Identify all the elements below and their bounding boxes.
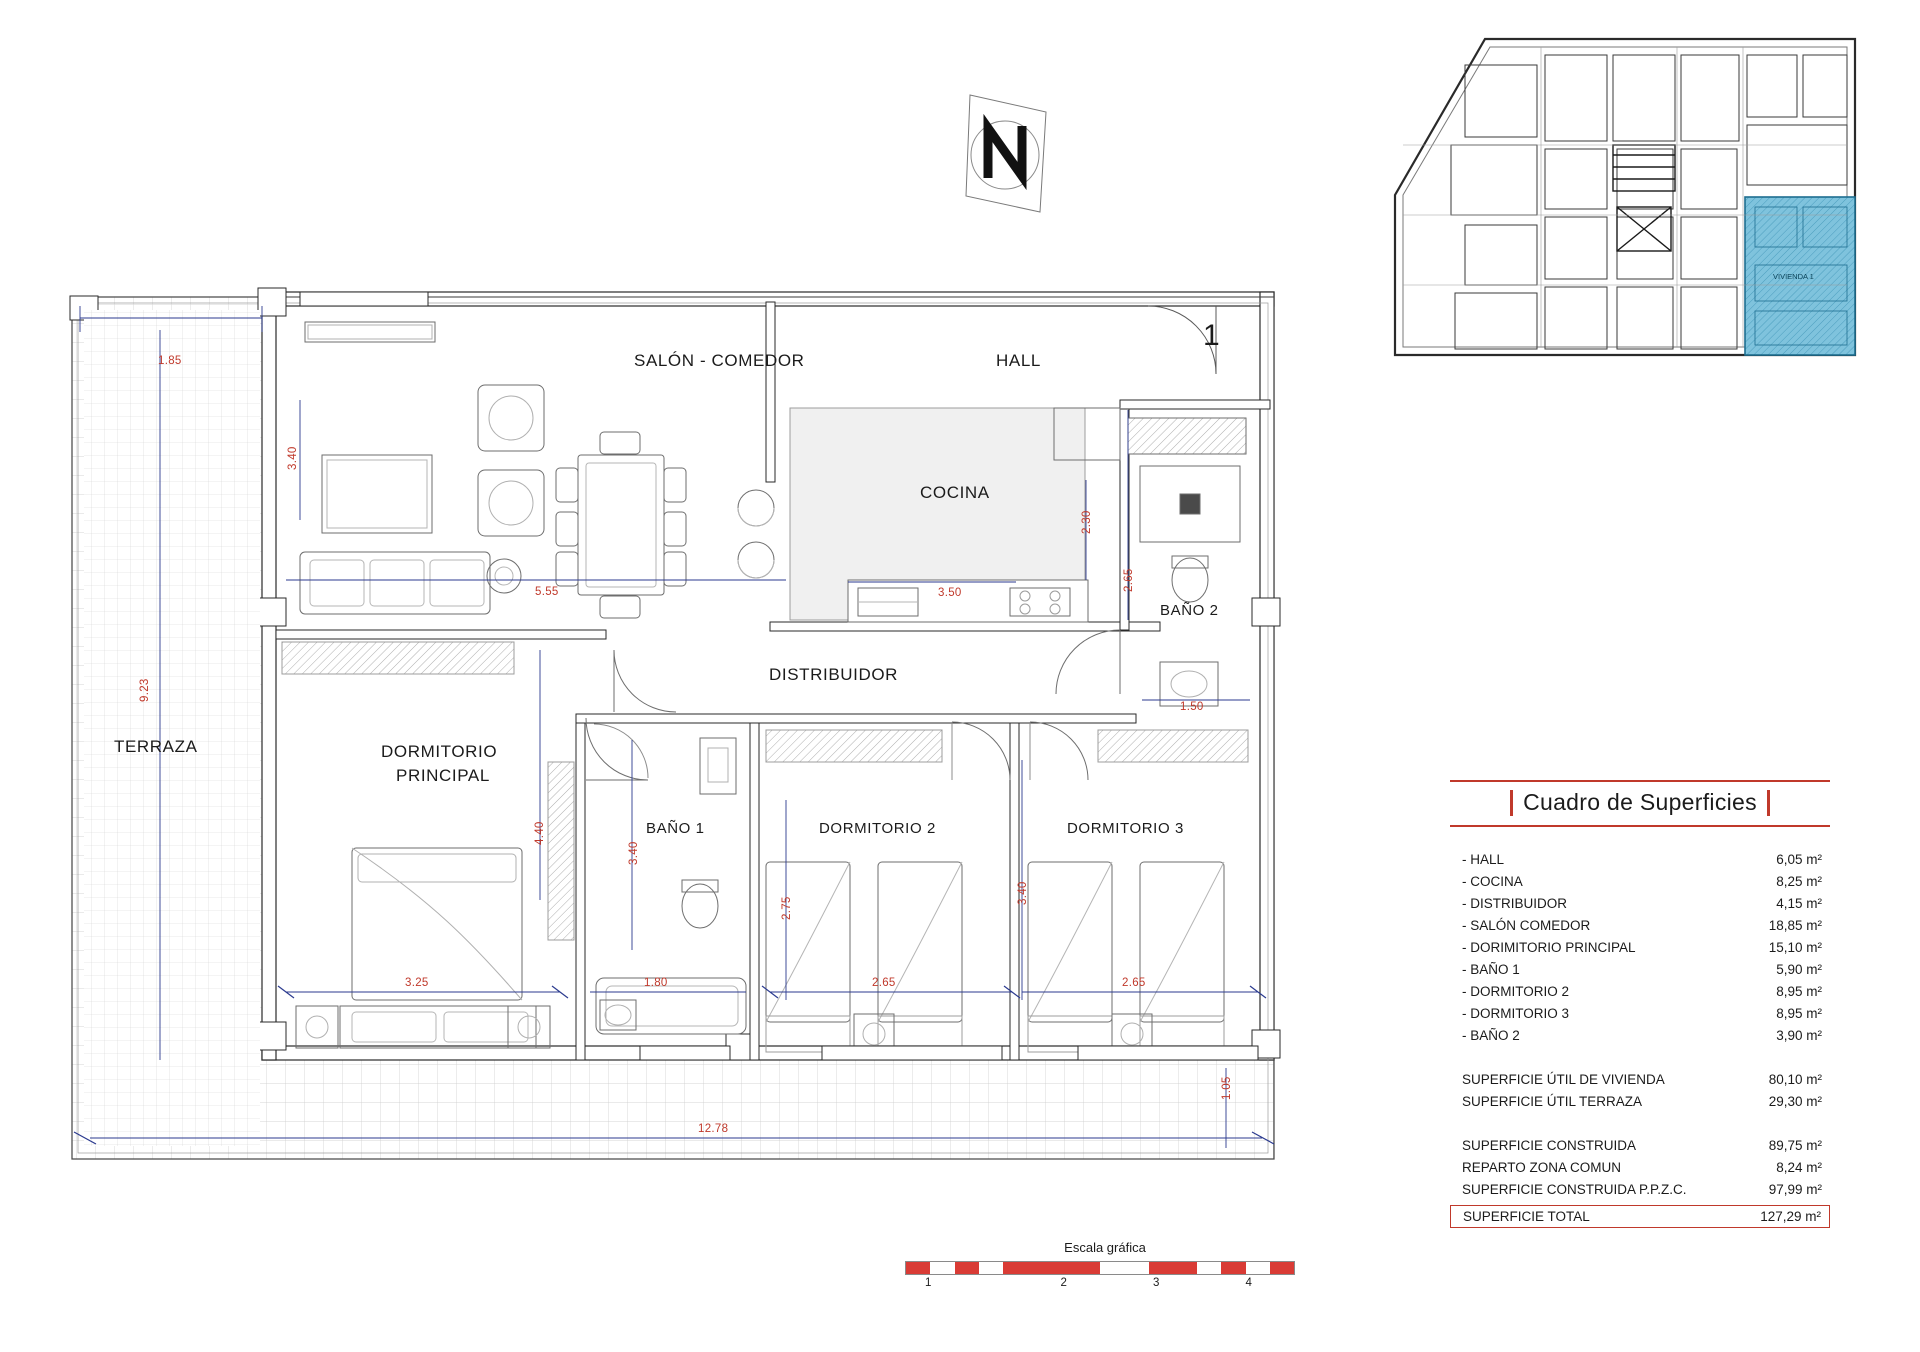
row-label: - DORIMITORIO PRINCIPAL <box>1462 940 1636 955</box>
row-value: 80,10 m² <box>1768 1072 1822 1087</box>
surface-built-rows <box>1450 1135 1830 1201</box>
dimension-1-85: 1.85 <box>158 355 182 367</box>
surface-table-header <box>1450 780 1830 827</box>
row-label: - HALL <box>1462 852 1505 867</box>
room-label-bano1: BAÑO 1 <box>646 820 705 837</box>
row-value: 89,75 m² <box>1768 1138 1822 1153</box>
room-label-dormitorio2: DORMITORIO 2 <box>819 820 936 837</box>
row-label: SUPERFICIE CONSTRUIDA P.P.Z.C. <box>1462 1182 1687 1197</box>
surface-total-row <box>1450 1205 1830 1228</box>
key-plan-svg <box>1355 25 1885 395</box>
row-label: SUPERFICIE ÚTIL TERRAZA <box>1462 1094 1643 1109</box>
surface-table-title: Cuadro de Superficies <box>1523 789 1757 815</box>
dimension-2-75: 2.75 <box>781 896 793 920</box>
title-bar-left <box>1510 790 1513 816</box>
spacer <box>1450 1113 1830 1135</box>
row-label: - DORMITORIO 3 <box>1462 1006 1570 1021</box>
table-row <box>1450 915 1830 937</box>
dimension-9-23: 9.23 <box>139 678 151 702</box>
room-label-dormitorio-principal-1: DORMITORIO <box>381 742 498 761</box>
room-label-salon: SALÓN - COMEDOR <box>634 351 805 370</box>
table-row <box>1450 959 1830 981</box>
table-row <box>1450 1069 1830 1091</box>
keyplan-unit-label: VIVIENDA 1 <box>1773 272 1814 281</box>
scale-tick: 1 <box>925 1277 932 1289</box>
dimension-3-40-dorm3: 3.40 <box>1017 881 1029 905</box>
dimension-5-55: 5.55 <box>535 586 559 598</box>
row-label: - COCINA <box>1462 874 1523 889</box>
surface-room-rows <box>1450 849 1830 1047</box>
dimension-3-40-salon: 3.40 <box>287 446 299 470</box>
dimension-4-40: 4.40 <box>534 821 546 845</box>
row-label: - DORMITORIO 2 <box>1462 984 1570 999</box>
row-label: SUPERFICIE ÚTIL DE VIVIENDA <box>1462 1072 1665 1087</box>
title-bar-right <box>1767 790 1770 816</box>
row-value: 4,15 m² <box>1776 896 1822 911</box>
scale-tick: 3 <box>1153 1277 1160 1289</box>
row-label: - BAÑO 1 <box>1462 962 1520 977</box>
row-label: - BAÑO 2 <box>1462 1028 1520 1043</box>
scale-segment-3 <box>1100 1262 1197 1274</box>
scale-segment-1 <box>906 1262 1003 1274</box>
room-label-distribuidor: DISTRIBUIDOR <box>769 665 899 684</box>
surface-subtotal-rows <box>1450 1069 1830 1113</box>
row-label: - SALÓN COMEDOR <box>1462 918 1591 933</box>
dimension-3-50: 3.50 <box>938 587 962 599</box>
row-value: 8,25 m² <box>1776 874 1822 889</box>
north-arrow-icon <box>966 95 1046 212</box>
dimension-3-40-bano1: 3.40 <box>628 841 640 865</box>
table-row <box>1450 871 1830 893</box>
row-value: 18,85 m² <box>1768 918 1822 933</box>
row-value: 8,95 m² <box>1776 1006 1822 1021</box>
row-label: SUPERFICIE CONSTRUIDA <box>1462 1138 1637 1153</box>
scale-tick-labels <box>905 1277 1295 1289</box>
row-value: 3,90 m² <box>1776 1028 1822 1043</box>
scale-tick: 2 <box>1060 1277 1067 1289</box>
room-label-cocina: COCINA <box>920 483 990 502</box>
row-label: - DISTRIBUIDOR <box>1462 896 1568 911</box>
terrace-paving <box>84 310 260 1146</box>
row-value: 5,90 m² <box>1776 962 1822 977</box>
dimension-2-65-dorm2: 2.65 <box>872 977 896 989</box>
row-value: 29,30 m² <box>1768 1094 1822 1109</box>
scale-title: Escala gráfica <box>1064 1240 1146 1255</box>
row-value: 8,95 m² <box>1776 984 1822 999</box>
scale-segment-4 <box>1197 1262 1294 1274</box>
dimension-12-78: 12.78 <box>698 1123 729 1135</box>
row-value: 6,05 m² <box>1776 852 1822 867</box>
row-label: REPARTO ZONA COMUN <box>1462 1160 1622 1175</box>
dimension-1-80: 1.80 <box>644 977 668 989</box>
row-value: 15,10 m² <box>1768 940 1822 955</box>
room-label-terraza: TERRAZA <box>114 737 198 756</box>
key-plan <box>1355 25 1885 395</box>
table-row <box>1450 1179 1830 1201</box>
scale-segment-2 <box>1003 1262 1100 1274</box>
dimension-3-25: 3.25 <box>405 977 429 989</box>
room-label-bano2: BAÑO 2 <box>1160 602 1219 619</box>
dimension-1-05: 1.05 <box>1221 1076 1233 1100</box>
dimension-2-65-dorm3: 2.65 <box>1122 977 1146 989</box>
room-label-dormitorio3: DORMITORIO 3 <box>1067 820 1184 837</box>
table-row <box>1450 937 1830 959</box>
room-label-dormitorio-principal-2: PRINCIPAL <box>396 766 490 785</box>
row-value: 97,99 m² <box>1768 1182 1822 1197</box>
dimension-1-50: 1.50 <box>1180 701 1204 713</box>
table-row <box>1450 1091 1830 1113</box>
dimension-2-30: 2.30 <box>1081 510 1093 534</box>
table-row <box>1450 1003 1830 1025</box>
scale-bar <box>905 1261 1295 1275</box>
table-row <box>1450 981 1830 1003</box>
surface-table <box>1450 780 1830 1228</box>
row-value: 8,24 m² <box>1776 1160 1822 1175</box>
table-row <box>1450 1135 1830 1157</box>
total-value: 127,29 m² <box>1760 1209 1821 1224</box>
scale-tick: 4 <box>1245 1277 1252 1289</box>
table-row <box>1450 893 1830 915</box>
table-row <box>1450 1025 1830 1047</box>
room-label-hall: HALL <box>996 351 1041 370</box>
total-label: SUPERFICIE TOTAL <box>1463 1209 1590 1224</box>
spacer <box>1450 1047 1830 1069</box>
dimension-2-65-bano2: 2.65 <box>1123 568 1135 592</box>
unit-number: 1 <box>1203 319 1220 352</box>
table-row <box>1450 1157 1830 1179</box>
table-row <box>1450 849 1830 871</box>
graphic-scale <box>905 1240 1305 1289</box>
